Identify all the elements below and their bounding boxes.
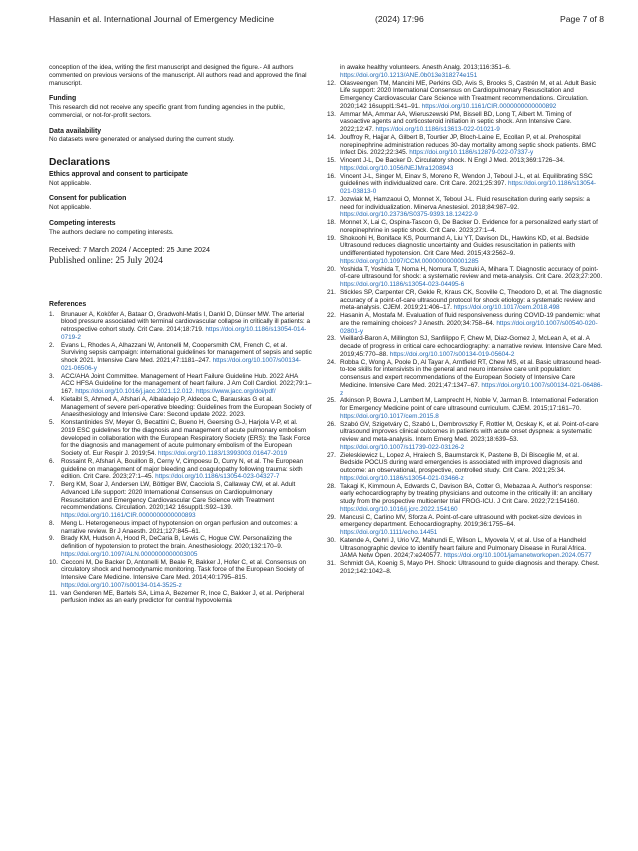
reference-text: Rossaint R, Afshari A, Bouillon B, Cerny V, Cimpoesu D, Curry N, et al. The European guideline on management of major bleeding and coagulopathy following trauma: sixth edition. Crit Care. 2023;27:1–45. xyxy=(61,457,304,481)
reference-doi-link[interactable]: https://doi.org/10.1186/s13054-021-03813-0 xyxy=(340,180,597,195)
reference-item xyxy=(327,514,603,537)
reference-text: Schmidt GA, Koenig S, Mayo PH. Shock: Ultrasound to guide diagnosis and therapy. Chest. 2012;142:1042–8. xyxy=(340,560,600,575)
competing-interests-heading: Competing interests xyxy=(49,219,116,227)
data-availability-heading: Data availability xyxy=(49,127,102,135)
consent-text: Not applicable. xyxy=(49,204,92,211)
reference-text: Kietaibl S, Ahmed A, Afshari A, Albaladejo P, Aldecoa C, Barauskas G et al. Management of severe peri-operative bleeding: Guidelines from the European Society of Anaesthesiology and Intensive Care: Second update 2022. 2023. xyxy=(61,395,312,419)
reference-text: Meng L. Heterogeneous impact of hypotension on organ perfusion and outcomes: a narrative review. Br J Anaesth. 2021;127:845–61. xyxy=(61,519,298,535)
reference-number: 11. xyxy=(49,589,58,597)
reference-text: Hasanin A, Mostafa M. Evaluation of fluid responsiveness during COVID-19 pandemic: what are the remaining choices? J Anesth. 2020;34:758–64. xyxy=(340,312,601,327)
reference-item xyxy=(327,266,603,289)
reference-item xyxy=(49,373,312,396)
ethics-text: Not applicable. xyxy=(49,179,92,187)
running-title: Hasanin et al. International Journal of Emergency Medicine xyxy=(49,14,274,24)
reference-item xyxy=(49,559,312,590)
reference-item xyxy=(327,235,603,266)
reference-text: Monnet X, Lai C, Ospina-Tascon G, De Backer D. Evidence for a personalized early start of norepinephrine in septic shock. Crit Care. 2023;27:1–4. xyxy=(340,219,598,234)
received-accepted-dates: Received: 7 March 2024 / Accepted: 25 June 2024 xyxy=(49,245,211,255)
reference-number: 27. xyxy=(327,451,336,459)
reference-number: 9. xyxy=(49,535,55,543)
references-heading: References xyxy=(49,300,87,308)
reference-number: 22. xyxy=(327,312,336,319)
reference-doi-link[interactable]: https://doi.org/10.1186/s13054-023-04495-6 xyxy=(340,281,465,288)
reference-item xyxy=(327,312,603,335)
reference-doi-link[interactable]: https://doi.org/10.1161/CIR.0000000000000893 xyxy=(61,512,196,519)
page-header xyxy=(49,14,604,28)
reference-list-left xyxy=(49,311,312,606)
reference-text: Vincent J-L, Singer M, Einav S, Moreno R, Wendon J, Teboul J-L, et al. Equilibrating SSC guidelines with individualized care. Crit Care. 2021;25:397. xyxy=(340,172,593,188)
reference-doi-link[interactable]: https://doi.org/10.1007/s00134-019-05604-2 xyxy=(389,350,515,358)
reference-text: Vieillard-Baron A, Millington SJ, Sanfilippo F, Chew M, Diaz-Gomez J, McLean A, et al. A decade of progress in critical care echocardiography: a narrative review. Intensive Care Med. 2019;45:770–88. xyxy=(340,335,603,358)
reference-text: Ammar MA, Ammar AA, Wieruszewski PM, Bissell BD, Long T, Albert M. Timing of vasoactive agents and corticosteroid initiation in septic shock. Ann Intensive Care. 2022;12:47. xyxy=(340,110,572,133)
right-column xyxy=(327,64,603,576)
reference-item xyxy=(327,134,603,157)
reference-number: 26. xyxy=(327,420,336,428)
reference-text: Vincent J-L, De Backer D. Circulatory shock. N Engl J Med. 2013;369:1726–34. xyxy=(340,157,565,164)
reference-doi-link[interactable]: https://doi.org/10.1007/s11739-022-03126-2 xyxy=(340,443,465,451)
reference-number: 23. xyxy=(327,335,336,343)
reference-number: 25. xyxy=(327,397,336,405)
reference-text: Evans L, Rhodes A, Alhazzani W, Antonelli M, Coopersmith CM, French C, et al. Surviving sepsis campaign: international guidelines for management of sepsis and septic shock 2021. Intensive Care Med. 2021;47:1181–247. xyxy=(61,341,312,364)
reference-item xyxy=(49,396,312,419)
reference-doi-link[interactable]: https://doi.org/10.1001/jamanetworkopen.2024.0577 xyxy=(443,552,592,560)
reference-text: Konstantinides SV, Meyer G, Becattini C, Bueno H, Geersing G-J, Harjola V-P, et al. 2019 ESC guidelines for the diagnosis and management of acute pulmonary embolism developed in collaboration with the European Respiratory Society (ERS): the Task Force for the diagnosis and management of acute pulmonary embolism of the European Society of. Eur Respir J. 2019;54. xyxy=(61,419,311,457)
contribution-text: conception of the idea, writing the first manuscript and designed the figure.- All authors commented on previous versions of the manuscript. All authors read and approved the final manuscript. xyxy=(49,64,307,87)
reference-number: 31. xyxy=(327,560,336,567)
reference-item xyxy=(327,560,603,576)
reference-text: Zieleskiewicz L, Lopez A, Hraiech S, Baumstarck K, Pastene B, Di Bisceglie M, et al. Bedside POCUS during ward emergencies is associated with improved diagnosis and outcome: an observational, prospective, controlled study. Crit Care. 2021;25:34. xyxy=(340,451,583,474)
reference-doi-link[interactable]: https://doi.org/10.1186/s13054-014-0719-2 xyxy=(61,326,307,341)
reference-item xyxy=(49,311,312,342)
reference-item xyxy=(327,335,603,358)
reference-number: 5. xyxy=(49,419,55,426)
reference-item xyxy=(327,173,603,196)
reference-number: 20. xyxy=(327,265,336,273)
reference-number: 13. xyxy=(327,110,336,118)
reference-number: 18. xyxy=(327,219,336,226)
reference-doi-link[interactable]: https://doi.org/10.1017/cem.2018.498 xyxy=(453,304,560,312)
consent-heading: Consent for publication xyxy=(49,195,127,203)
data-availability-text: No datasets were generated or analysed during the current study. xyxy=(49,136,235,144)
reference-item xyxy=(327,397,603,420)
reference-number: 17. xyxy=(327,195,336,203)
reference-text: Brunauer A, Koköfer A, Bataar O, Gradwohl-Matis I, Dankl D, Dünser MW. The arterial blood pressure associated with terminal cardiovascular collapse in critically ill patients: a retrospective cohort study. Crit Care. 2014;18:719. xyxy=(61,310,310,333)
reference-doi-link[interactable]: https://doi.org/10.1186/s13613-022-01021-9 xyxy=(375,126,500,133)
reference-number: 4. xyxy=(49,395,55,403)
reference-number: 8. xyxy=(49,519,55,527)
reference-doi-link[interactable]: https://doi.org/10.1111/echo.14451 xyxy=(340,529,438,536)
reference-text: Berg KM, Soar J, Andersen LW, Böttiger BW, Cacciola S, Callaway CW, et al. Adult Advanced Life support: 2020 International Consensus on Cardiopulmonary Resuscitation and Emergency Cardiovascular Care Science with Treatment recommendations. Circulation. 2020;142 16suppl1:S92–139. xyxy=(61,481,296,512)
reference-text: Jozwiak M, Hamzaoui O, Monnet X, Teboul J-L. Fluid resuscitation during early sepsis: a need for individualization. Minerva Anestesiol. 2018;84:987–92. xyxy=(340,195,590,211)
declarations-heading: Declarations xyxy=(49,157,111,168)
reference-item xyxy=(327,111,603,134)
reference-doi-link[interactable]: https://doi.org/10.1017/cem.2015.8 xyxy=(340,412,439,420)
reference-text: Olasveengen TM, Mancini ME, Perkins GD, Avis S, Brooks S, Castrén M, et al. Adult Basic Life support: 2020 International Consensus on Cardiopulmonary Resuscitation and Emergency Cardiovascular Care Science with Treatment recommendations. Circulation. 2020;142 16suppl1:S41–91. xyxy=(340,79,597,110)
reference-item xyxy=(327,64,603,80)
reference-doi-link[interactable]: https://doi.org/10.1016/j.jacc.2021.12.012. https://www.jacc.org/doi/pdf/ xyxy=(75,388,276,395)
reference-number: 30. xyxy=(327,536,336,544)
reference-doi-link[interactable]: https://doi.org/10.1186/s13054-021-03466-z xyxy=(340,474,464,482)
left-column xyxy=(49,64,312,605)
funding-heading: Funding xyxy=(49,95,77,103)
reference-number: 12. xyxy=(327,79,336,87)
reference-item xyxy=(327,483,603,514)
reference-item xyxy=(49,419,312,458)
reference-item xyxy=(327,196,603,219)
published-date: Published online: 25 July 2024 xyxy=(49,255,163,265)
reference-text: in awake healthy volunteers. Anesth Analg. 2013;116:351–6. xyxy=(340,64,511,71)
reference-item xyxy=(327,359,603,398)
reference-text: Szabó GV, Szigetváry C, Szabó L, Dembrovszky F, Rottler M, Ocskay K, et al. Point-of-care ultrasound improves clinical outcomes in patients with acute onset dyspnea: a systematic review and meta-analysis. Intern Emerg Med. 2023;18:639–53. xyxy=(340,420,599,443)
reference-list-right xyxy=(327,64,603,576)
reference-text: van Genderen ME, Bartels SA, Lima A, Bezemer R, Ince C, Bakker J, et al. Peripheral perfusion index as an early predictor for central hypovolemia xyxy=(61,589,304,605)
reference-doi-link[interactable]: https://doi.org/10.1186/s12879-022-07337-y xyxy=(409,149,534,157)
reference-number: 7. xyxy=(49,481,55,488)
reference-doi-link[interactable]: https://doi.org/10.1007/s00540-020-02801-y xyxy=(340,319,598,335)
reference-text: Stickles SP, Carpenter CR, Gekle R, Kraus CK, Scoville C, Theodoro D, et al. The diagnostic accuracy of a point-of-care ultrasound protocol for shock etiology: a systematic review and meta-analysis. CJEM. 2019;21:406–17. xyxy=(340,288,602,312)
reference-doi-link[interactable]: https://doi.org/10.1007/s00134-014-3525-z xyxy=(61,581,182,589)
reference-item xyxy=(327,80,603,111)
reference-item xyxy=(49,520,312,536)
reference-doi-link[interactable]: https://doi.org/10.1007/s00134-021-06486-z xyxy=(340,381,603,397)
reference-number: 19. xyxy=(327,234,336,242)
ethics-heading: Ethics approval and consent to participate xyxy=(49,170,188,178)
reference-item xyxy=(49,458,312,481)
reference-doi-link[interactable]: https://doi.org/10.1186/s13054-023-04327-7 xyxy=(155,473,280,481)
reference-doi-link[interactable]: https://doi.org/10.1161/CIR.0000000000000892 xyxy=(421,102,557,110)
reference-item xyxy=(327,157,603,173)
reference-doi-link[interactable]: https://doi.org/10.23736/S0375-9393.18.12422-9 xyxy=(340,211,478,219)
reference-number: 10. xyxy=(49,558,58,566)
reference-text: Cecconi M, De Backer D, Antonelli M, Beale R, Bakker J, Hofer C, et al. Consensus on circulatory shock and hemodynamic monitoring. Task force of the European Society of Intensive Care Medicine. Intensive Care Med. 2014;40:1795–815. xyxy=(61,558,307,581)
reference-text: Shokoohi H, Boniface KS, Pourmand A, Liu YT, Davison DL, Hawkins KD, et al. Bedside Ultrasound reduces diagnostic uncertainty and Guides resuscitation in patients with undifferentiated hypotension. Crit Care Med. 2015;43:2562–9. xyxy=(340,234,589,257)
reference-doi-link[interactable]: https://doi.org/10.1097/ALN.0000000000003005 xyxy=(61,550,198,558)
reference-doi-link[interactable]: https://doi.org/10.1007/s00134-021-06506-y xyxy=(61,357,302,372)
reference-number: 28. xyxy=(327,482,336,490)
reference-text: Takagi K, Kimmoun A, Edwards C, Davison BA, Cotter G, Mebazaa A. Author's response: early echocardiography by treating physicians and outcome in the critically ill: an ancillary study from the prospective multicenter trial FROG-ICU. J Crit Care. 2022;72:154160. xyxy=(340,482,593,505)
reference-item xyxy=(49,342,312,373)
reference-item xyxy=(49,590,312,606)
reference-number: 2. xyxy=(49,341,55,349)
reference-doi-link[interactable]: https://doi.org/10.1097/CCM.0000000000001285 xyxy=(340,257,479,265)
competing-interests-text: The authors declare no competing interests. xyxy=(49,228,174,236)
reference-text: Jouffroy R, Hajjar A, Gilbert B, Tourtier JP, Bloch-Laine E, Ecollan P, et al. Prehospital norepinephrine administration reduces 30-day mortality among septic shock patients. BMC Infect Dis. 2022;22:345. xyxy=(340,133,597,157)
reference-number: 16. xyxy=(327,172,336,180)
reference-doi-link[interactable]: https://doi.org/10.1213/ANE.0b013e318274e151 xyxy=(340,71,478,79)
reference-text: Brady KM, Hudson A, Hood R, DeCaria B, Lewis C, Hogue CW. Personalizing the definition of hypotension to protect the brain. Anesthesiology. 2020;132:170–9. xyxy=(61,535,292,550)
reference-item xyxy=(49,535,312,558)
reference-text: ACC/AHA Joint Committee. Management of Heart Failure Guideline Hub. 2022 AHA ACC HFSA Guideline for the management of heart failure. J Am Coll Cardiol. 2022;79:1–167. xyxy=(61,372,312,395)
reference-number: 6. xyxy=(49,457,55,465)
reference-item xyxy=(327,452,603,483)
reference-text: Yoshida T, Yoshida T, Noma H, Nomura T, Suzuki A, Mihara T. Diagnostic accuracy of point-of-care ultrasound for shock: a systematic review and meta-analysis. Crit Care. 2023;27:200. xyxy=(340,265,603,281)
reference-text: Robba C, Wong A, Poole D, Al Tayar A, Arntfield RT, Chew MS, et al. Basic ultrasound head-to-toe skills for intensivists in the general and neuro intensive care unit population: consensus and expert recommendations of the European Society of Intensive Care Medicine. Intensive Care Med. 2021;47:1347–67. xyxy=(340,358,602,389)
reference-text: Katende A, Oehri J, Urio VZ, Mahundi E, Wilson L, Myovela V, et al. Use of a Handheld Ultrasonographic device to identify heart failure and Pulmonary Disease in Rural Africa. JAMA Netw Open. 2024;7:e240577. xyxy=(340,536,587,560)
journal-citation: (2024) 17:96 xyxy=(375,14,424,24)
reference-item xyxy=(327,289,603,312)
reference-number: 29. xyxy=(327,513,336,521)
reference-number: 24. xyxy=(327,358,336,366)
reference-item xyxy=(327,219,603,235)
reference-number: 3. xyxy=(49,372,55,380)
reference-text: Atkinson P, Bowra J, Lambert M, Lamprecht H, Noble V, Jarman B. International Federation for Emergency Medicine point of care ultrasound curriculum. CJEM. 2015;17:161–70. xyxy=(340,397,599,412)
reference-doi-link[interactable]: https://doi.org/10.1183/13993003.01647-2019 xyxy=(157,450,288,457)
page-number: Page 7 of 8 xyxy=(560,14,604,24)
reference-text: Mancusi C, Carlino MV, Sforza A. Point-of-care ultrasound with pocket-size devices in emergency department. Echocardiography. 2019;36:1755–64. xyxy=(340,513,582,529)
funding-text: This research did not receive any specific grant from funding agencies in the public, commercial, or not-for-profit sectors. xyxy=(49,104,285,119)
reference-item xyxy=(327,421,603,452)
reference-doi-link[interactable]: https://doi.org/10.1056/NEJMra1208943 xyxy=(340,164,454,172)
reference-number: 21. xyxy=(327,288,336,296)
reference-doi-link[interactable]: https://doi.org/10.1016/j.jcrc.2022.154160 xyxy=(340,505,458,513)
reference-item xyxy=(49,481,312,520)
reference-item xyxy=(327,537,603,560)
reference-number: 15. xyxy=(327,157,336,164)
reference-number: 14. xyxy=(327,133,336,141)
reference-number: 1. xyxy=(49,310,55,318)
